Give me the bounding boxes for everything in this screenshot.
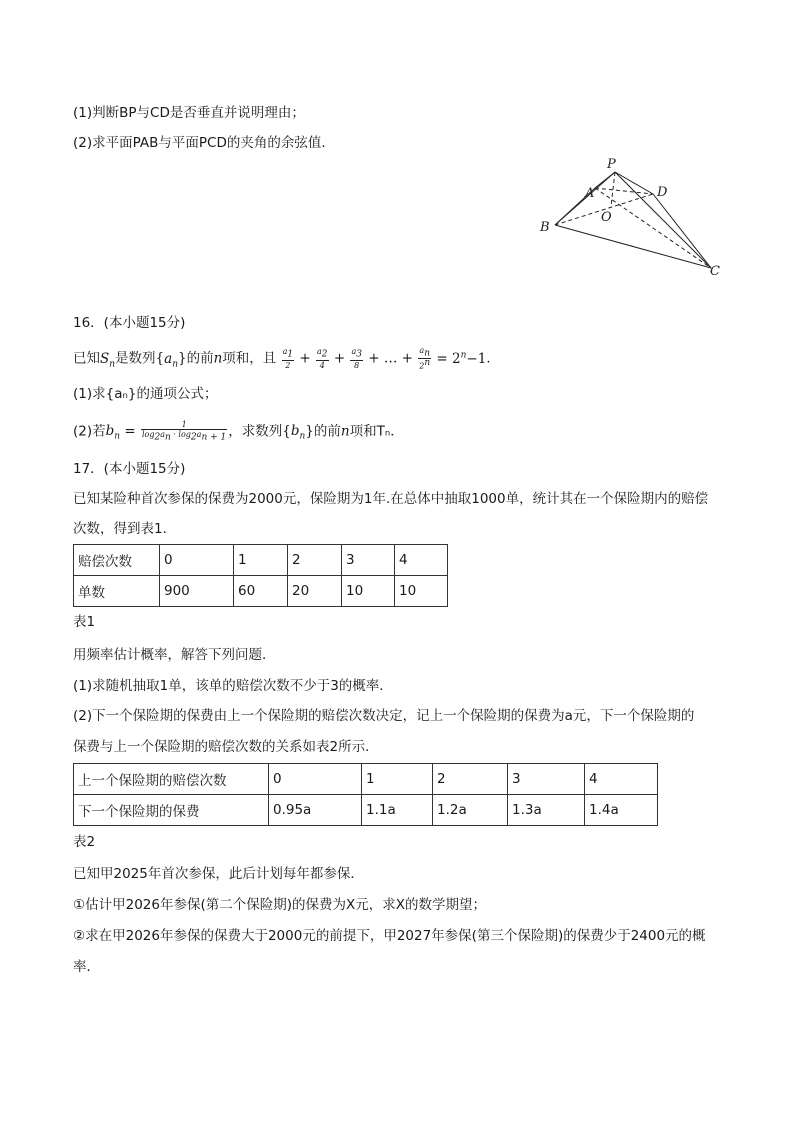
q16-part1: (1)求{aₙ}的通项公式； bbox=[73, 386, 218, 402]
table-cell: 4 bbox=[585, 764, 658, 795]
table-cell: 1.3a bbox=[508, 795, 585, 826]
q16-part2: (2)若$b_n$ = $\frac{1}{\log_2a_n \cdot \log_2a_{n + 1}}$ ，求数列$\{b_n\}$的前n项和Tₙ． bbox=[73, 420, 404, 443]
q17-stem-line2: 次数，得到表1． bbox=[73, 521, 177, 537]
table-cell: 10 bbox=[395, 576, 448, 607]
q17-part2-line2: 保费与上一个保险期的赔偿次数的关系如表2所示． bbox=[73, 739, 379, 755]
table-cell: 2 bbox=[433, 764, 508, 795]
pyramid-figure bbox=[535, 150, 735, 280]
table-cell: 60 bbox=[234, 576, 288, 607]
label-P: P bbox=[607, 157, 616, 172]
q15-part2: (2)求平面PAB与平面PCD的夹角的余弦值． bbox=[73, 135, 335, 151]
table-cell: 3 bbox=[342, 545, 395, 576]
q17-part1: (1)求随机抽取1单，该单的赔偿次数不少于3的概率． bbox=[73, 678, 393, 694]
label-O: O bbox=[601, 210, 612, 225]
table1-caption: 表1 bbox=[73, 614, 96, 630]
label-B: B bbox=[540, 220, 550, 235]
label-A: A bbox=[585, 186, 595, 201]
table-cell: 0 bbox=[160, 545, 234, 576]
table-cell: 1 bbox=[234, 545, 288, 576]
label-C: C bbox=[710, 264, 720, 279]
table-cell: 单数 bbox=[74, 576, 160, 607]
table-cell: 900 bbox=[160, 576, 234, 607]
table2-caption: 表2 bbox=[73, 834, 96, 850]
table-cell: 0 bbox=[269, 764, 362, 795]
q15-part1: (1)判断BP与CD是否垂直并说明理由； bbox=[73, 105, 305, 121]
q17-context: 已知甲2025年首次参保，此后计划每年都参保． bbox=[73, 866, 364, 882]
table-cell: 4 bbox=[395, 545, 448, 576]
table-cell: 1 bbox=[362, 764, 433, 795]
table-cell: 10 bbox=[342, 576, 395, 607]
table1 bbox=[73, 544, 448, 607]
q17-instruction: 用频率估计概率，解答下列问题． bbox=[73, 647, 276, 663]
q17-sub2-line1: ②求在甲2026年参保的保费大于2000元的前提下，甲2027年参保(第三个保险期)的保费少于2400元的概 bbox=[73, 928, 706, 944]
table-cell: 20 bbox=[288, 576, 342, 607]
table-cell: 1.1a bbox=[362, 795, 433, 826]
table-cell: 0.95a bbox=[269, 795, 362, 826]
table2 bbox=[73, 763, 658, 826]
table-row bbox=[74, 795, 658, 826]
q16-stem: 已知$S_n$是数列$\{a_n\}$的前n项和，且 $\frac{a_1}{2}$ + $\frac{a_2}{4}$ + $\frac{a_3}{8}$ + … + $\frac{a_n}{2^n}$ = $2^n-1$． bbox=[73, 345, 500, 372]
q17-header: 17．(本小题15分) bbox=[73, 461, 186, 477]
q17-sub1: ①估计甲2026年参保(第二个保险期)的保费为X元，求X的数学期望； bbox=[73, 897, 486, 913]
table-row bbox=[74, 576, 448, 607]
table-row bbox=[74, 764, 658, 795]
table-cell: 下一个保险期的保费 bbox=[74, 795, 269, 826]
table-cell: 1.2a bbox=[433, 795, 508, 826]
table-cell: 上一个保险期的赔偿次数 bbox=[74, 764, 269, 795]
table-cell: 3 bbox=[508, 764, 585, 795]
table-cell: 1.4a bbox=[585, 795, 658, 826]
table-cell: 2 bbox=[288, 545, 342, 576]
label-D: D bbox=[657, 185, 668, 200]
q17-part2-line1: (2)下一个保险期的保费由上一个保险期的赔偿次数决定，记上一个保险期的保费为a元，下一个保险期的 bbox=[73, 708, 695, 724]
table-row bbox=[74, 545, 448, 576]
q16-header: 16．(本小题15分) bbox=[73, 315, 186, 331]
q17-stem-line1: 已知某险种首次参保的保费为2000元，保险期为1年.在总体中抽取1000单，统计其在一个保险期内的赔偿 bbox=[73, 491, 709, 507]
q17-sub2-line2: 率． bbox=[73, 959, 100, 975]
table-cell: 赔偿次数 bbox=[74, 545, 160, 576]
